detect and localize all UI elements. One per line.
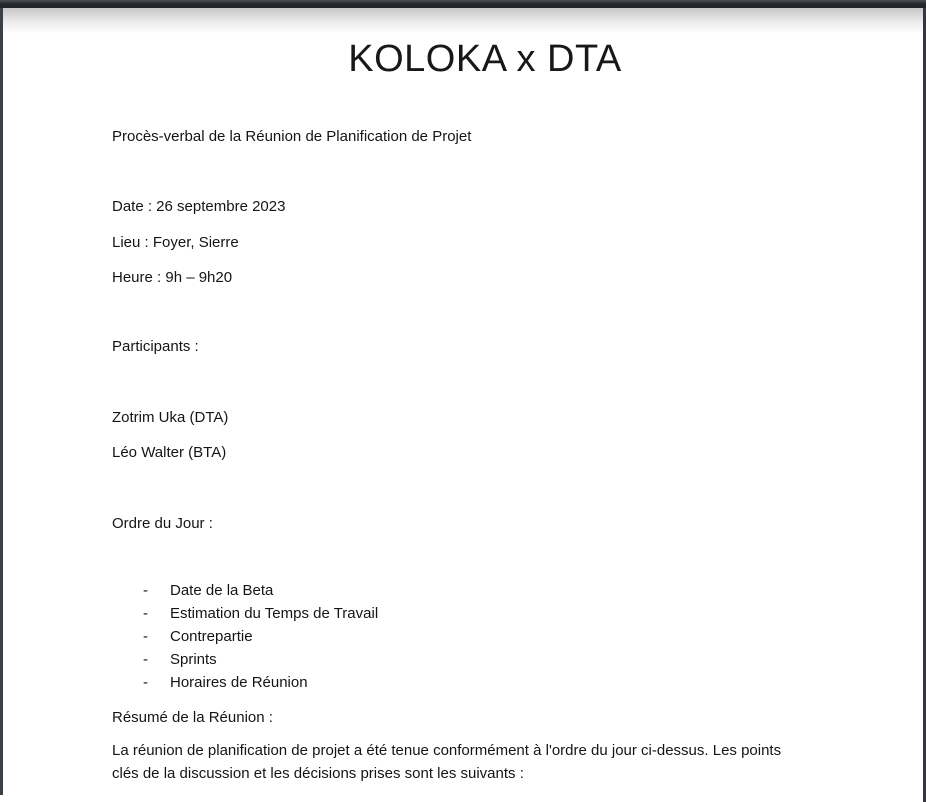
agenda-list — [0, 579, 926, 694]
list-dash-marker: - — [143, 605, 148, 622]
list-dash-marker: - — [143, 628, 148, 645]
agenda-item-label: Horaires de Réunion — [170, 674, 308, 691]
agenda-list-item — [0, 579, 926, 602]
meta-location: Lieu : Foyer, Sierre — [112, 234, 239, 251]
meta-time: Heure : 9h – 9h20 — [112, 269, 233, 286]
agenda-list-item — [0, 602, 926, 625]
agenda-heading: Ordre du Jour : — [112, 515, 213, 532]
app-frame-top-edge — [0, 0, 926, 8]
list-dash-marker: - — [143, 582, 148, 599]
list-dash-marker: - — [143, 651, 148, 668]
agenda-list-item — [0, 671, 926, 694]
app-frame-left-edge — [0, 8, 3, 795]
agenda-list-item — [0, 648, 926, 671]
agenda-item-label: Date de la Beta — [170, 582, 274, 599]
agenda-list-item — [0, 625, 926, 648]
summary-paragraph-line: clés de la discussion et les décisions prises sont les suivants : — [112, 765, 524, 782]
agenda-item-label: Contrepartie — [170, 628, 253, 645]
list-dash-marker: - — [143, 674, 148, 691]
participant-item: Léo Walter (BTA) — [112, 444, 227, 461]
summary-paragraph-line: La réunion de planification de projet a été tenue conformément à l'ordre du jour ci-dessus. Les points — [112, 742, 782, 759]
agenda-item-label: Sprints — [170, 651, 217, 668]
agenda-item-label: Estimation du Temps de Travail — [170, 605, 379, 622]
participant-item: Zotrim Uka (DTA) — [112, 409, 229, 426]
participants-heading: Participants : — [112, 338, 199, 355]
document-subtitle: Procès-verbal de la Réunion de Planification de Projet — [112, 128, 472, 145]
meta-date: Date : 26 septembre 2023 — [112, 198, 286, 215]
document-title: KOLOKA x DTA — [348, 38, 622, 80]
page-top-shadow — [0, 8, 926, 34]
summary-heading: Résumé de la Réunion : — [112, 709, 273, 726]
